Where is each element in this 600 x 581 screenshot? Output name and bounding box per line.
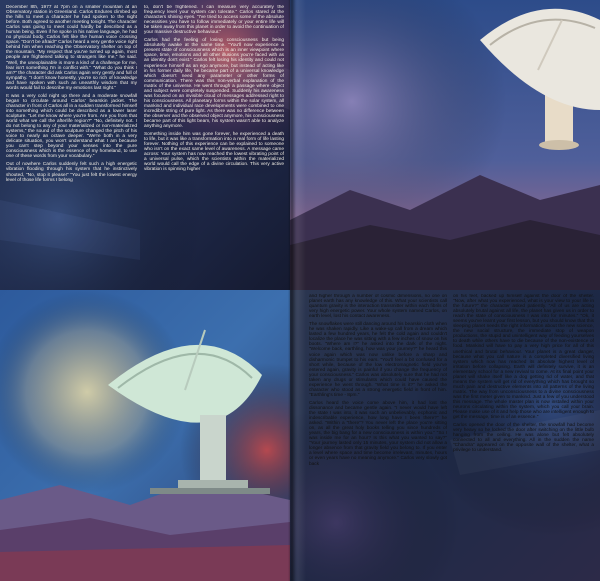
paragraph: and higher through a number of cosmic dimensions, no one on planet earth has any knowledge of this. What your scientists call quantum gravity is the interaction transmitter within each fibrils of very high energetic power. Your whole system named Carlos, on earth level, lost his contact awareness. — [309, 294, 447, 320]
paragraph: Out of nowhere Carlos suddenly felt such a high energetic vibration flooding through his system that he instinctively shouted, "No, stop it please!" "You just felt the lowest energy level of those life forms I belong — [6, 162, 137, 183]
paragraph: Carlos opened the door of the shelter, the snowfall had become very heavy so he locked the door after switching on the little bulb hanging from the ceiling. He was alone but felt absolutely connected to all and everything. All in the sudden the name "Chandra" appeared on the opposite wall of the shelter, what a privilege to understand. — [453, 423, 594, 454]
paragraph: Something inside him was gone forever, he experienced a death to life, but it was like a transformation into a real form of life lasting forever. Nothing of this experience can be explained to someone who isn't on the exact same level of awareness. A message came across: Your system has now reached the lowest vibrating point of a universal pulse, which the scientists within the materialized world would call the edge of a divine circulation. This very active vibration is spinning higher — [144, 132, 284, 173]
page-sheen — [290, 0, 306, 581]
paragraph: on his feet, backed up himself against the door of the shelter. "Now, after what you experienced, what is your view to your life in the future?" the character asked patiently. "All of us are acting absolutely brutal against all life, the planet has given us in order to reach the state of consciousness I was into for minutes." "Ok, it seems you've learnt your first lesson, but you should know that this sleeping planet needs the right information about the new science, the new social structure, the immediate stop of weapon productions, the stupid and unintelligent way of feeding yourselves to death while others have to die because of the non-existence of food. Mankind will have to pay a very high price for all of this unethical and brutal behaviour. Your planet is a great danger, because what you call nature is a completed diversified living system which now has reached its absolute highest level of irritation before collapsing. Earth will definitely survive, it is an elementary school for a new revival to come. At its final point your planet will shake itself like a dog getting rid of water, and that means the system will get rid of everything which has brought so much pain and destructive elements into all patterns of the living matrix. The way from unconsciousness to a divine consciousness was the first meter given to mankind. Just a few of you understood this message. The whole master plan is now installed within your neurons circulating within the system, which you call your brain. Please make use of it and help those who are intelligent enough to get the message, time is of an essence." — [453, 294, 594, 421]
satellite-dish-image-bottom — [0, 290, 290, 581]
paragraph: The snowflakes were still dancing around his bearskin cloth when he was shaken rapidly. Like a wake-up call from a dream which lasted a few hundred years, he felt the cold again and couldn't localize the place he was sitting with a few inches of snow on his boots. "Where am I?" he asked into the dark of the night. "Welcome back, earthling, how was your journey?" he heard this voice again which was now unlike before a sharp and disharmonic trumpet to his ears. "You'll feel a bit confused for a short while, because of the low electromagnetic field you've entered again, gravity is painful if you change the frequency of your consciousness." Carlos was absolutely sure that he had not taken any drugs or stimulants which could have caused the experience he went through. "What time is it?" he asked the character who stood as a strong energetic field in front of him. "Earthling's time - 8pm." — [309, 322, 447, 398]
text-panel-bottom-right-column-1 — [309, 294, 447, 578]
satellite-dish-image-top — [290, 0, 600, 290]
text-panel-top-left-column-1 — [6, 5, 137, 287]
paragraph: December 8th, 1977 at 7pm on a smaller mountain at an Observatory station in Greenland. Carlos Endures climbed up the hills to meet a character he had spoken to the night before. Both agreed to another meeting tonight. The character Carlos was going to meet could hardly be described as a human being. Even if he spoke in his native language, he had no physical body. Carlos felt like the human voice crossing space. "Don't be afraid!" Carlos heard a very gentle voice right behind him when reaching the Observatory shelter on top of the mountain. "My respect that you've turned up again, most people are frightened talking to strangers like me," he said. "Well, the unexplainable is more a kind of a challenge for me, fear isn't something I'm in conflict with." "What do you think I am?" the character did ask Carlos again very gently and full of sympathy. "I don't know honestly, you're so rich of knowledge and have spoken with such an unearthly wisdom that my words would fail to describe my emotions last night." — [6, 5, 137, 91]
paragraph: Carlos heard the voice come above him, it had lost the dissonance and became gentle again. "I never would have left the state I was into, it was such an unbelievably, ecphonic and indescribable experience, how long have I been there?" he asked. "Within a "there"? You never left the place you're sitting on, as all the great holy books telling you since hundreds of years, the big bang for a new consciousness is within you." "So I was inside me for an hour? Is this what you wanted to say?" "Your journey lasted only 15 minutes, your system did not allow a longer absence from that gravity field you belong to. If you enter a level where space and time become irrelevant, minutes, hours or even years have no meaning anymore." Carlos very slowly got back — [309, 400, 447, 467]
paragraph: to, don't be frightened. I can measure very accurately the frequency level your system can tolerate." Carlos stared at the characters shining eyes. "I've tried to access some of the absolute necessities you have to follow immediately or your entire life will be taken away from this planet in order to avoid the continuation of your massive destructive behaviour." — [144, 5, 284, 36]
text-panel-bottom-right-column-2 — [453, 294, 594, 578]
text-panel-top-left-column-2 — [144, 5, 284, 287]
paragraph: It was a very cold night up there and a moderate snowfall began to circulate around Carlos' bearskin jacket. The character in front of Carlos all in a sudden transformed himself into something which could be described as a lower laser sculpture. "Let me know where you're from. Are you from that world what we call the afterlife region?" "No, definitely not. I do not belong to any of your materialized or non-materialized systems," the sound of the sculpture changed the pitch of his voice to nearly an octave deeper. "We're both in a very delicate situation, you won't understand what I am because you can't step beyond your senses into the pure consciousness which is the essence of my homeland, to use one of these words from your vocabulary." — [6, 93, 137, 160]
paragraph: Carlos had the feeling of losing consciousness but being absolutely awake at the same time. "You'll now experience a present state of consciousness which is an inner viewpoint where space, time, emotions and all other illusions you're faced with as an identity don't exist." Carlos felt losing his identity and could not experience himself as an ego anymore, but instead of acting like in his former daily life, he became part of a universal knowledge which doesn't need any parameter or other forms of communication. There was this non-verbal explanation of the matrix of the universe. He went through a passage where object and subject were completely suspended. Suddenly his awareness was focused on an invisible cloud of messages addressed right to his consciousness. All planetary forms within the solar system, all mankind and individual race developments were combined to one incredible string of pure light. As there was no difference between the observer and the observed object anymore, his consciousness became part of this light beam, his system wasn't able to analyze anything anymore. — [144, 38, 284, 130]
